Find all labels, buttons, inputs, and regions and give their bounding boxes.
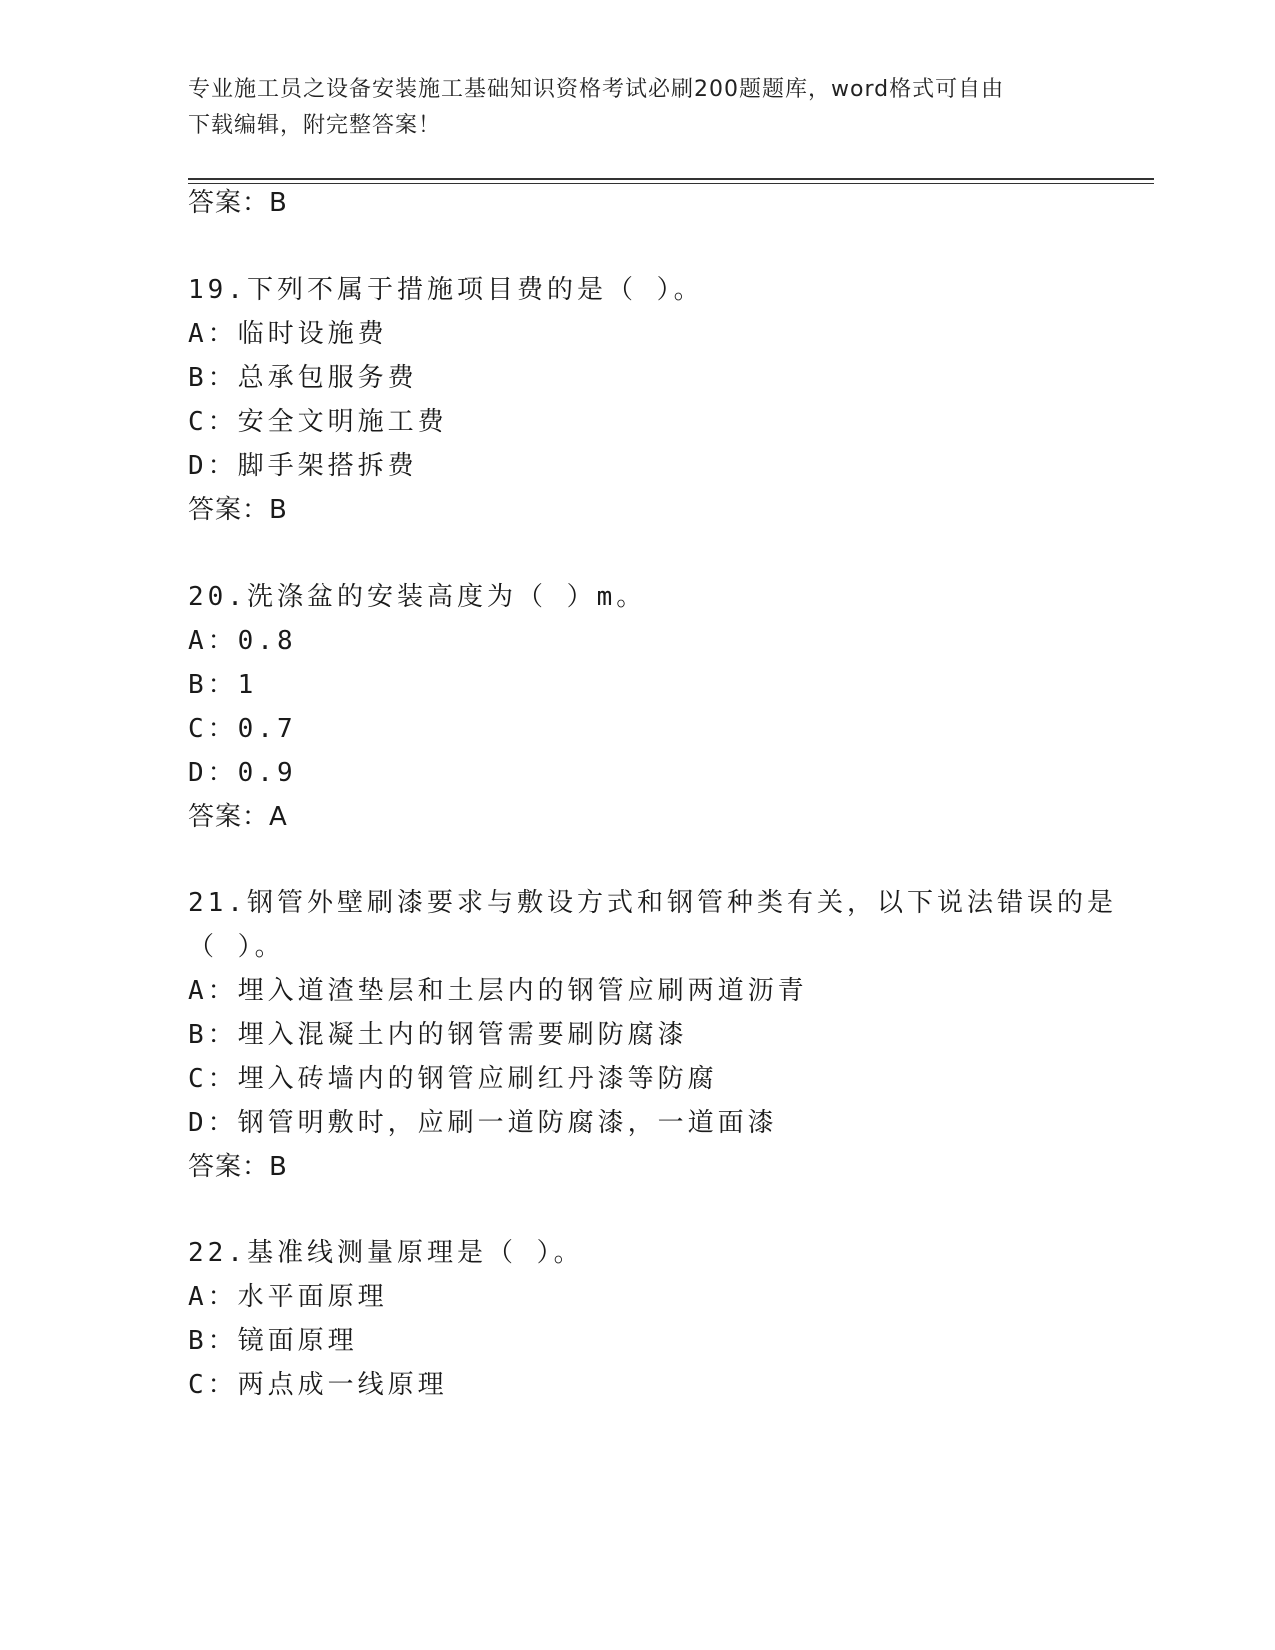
question-21-answer: 答案：B	[188, 1152, 288, 1182]
previous-answer: 答案：B	[188, 188, 288, 218]
question-20-stem: 20.洗涤盆的安装高度为（ ）m。	[188, 582, 647, 612]
question-22-option-a: A：水平面原理	[188, 1282, 388, 1312]
question-20-answer: 答案：A	[188, 802, 288, 832]
question-19-option-b: B：总承包服务费	[188, 363, 418, 393]
header-rule-thin	[188, 183, 1154, 184]
question-21-option-b: B：埋入混凝土内的钢管需要刷防腐漆	[188, 1020, 688, 1050]
question-21-stem-continued: （ ）。	[188, 932, 285, 962]
question-22-stem: 22.基准线测量原理是（ ）。	[188, 1238, 584, 1268]
question-20-option-c: C：0.7	[188, 714, 297, 744]
header-rule-thick	[188, 178, 1154, 180]
question-21-option-a: A：埋入道渣垫层和土层内的钢管应刷两道沥青	[188, 976, 808, 1006]
question-20-option-d: D：0.9	[188, 758, 297, 788]
document-header	[188, 72, 1068, 144]
question-21-option-d: D：钢管明敷时，应刷一道防腐漆，一道面漆	[188, 1108, 778, 1138]
question-22-option-b: B：镜面原理	[188, 1326, 358, 1356]
question-21-option-c: C：埋入砖墙内的钢管应刷红丹漆等防腐	[188, 1064, 718, 1094]
question-19-option-d: D：脚手架搭拆费	[188, 451, 418, 481]
question-20-option-b: B：1	[188, 670, 258, 700]
question-21-stem: 21.钢管外壁刷漆要求与敷设方式和钢管种类有关，以下说法错误的是	[188, 888, 1117, 918]
header-line-1: 专业施工员之设备安装施工基础知识资格考试必刷200题题库，word格式可自由	[188, 77, 1005, 102]
question-22-option-c: C：两点成一线原理	[188, 1370, 448, 1400]
header-line-2: 下载编辑，附完整答案！	[188, 113, 442, 138]
question-19-stem: 19.下列不属于措施项目费的是（ ）。	[188, 275, 704, 305]
question-20-option-a: A：0.8	[188, 626, 297, 656]
question-19-option-a: A：临时设施费	[188, 319, 388, 349]
question-19-answer: 答案：B	[188, 495, 288, 525]
question-19-option-c: C：安全文明施工费	[188, 407, 448, 437]
